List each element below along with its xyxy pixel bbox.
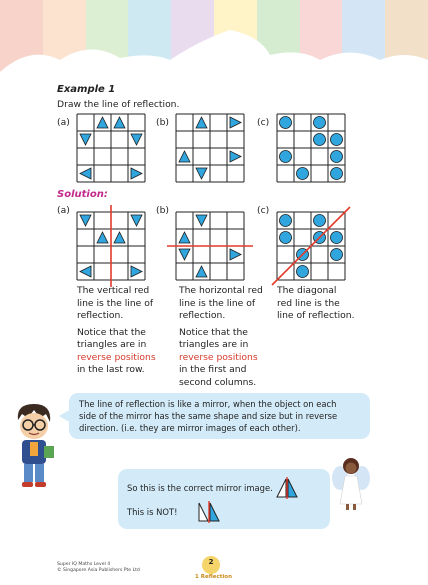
triangle-right-icon xyxy=(131,266,142,277)
circle-icon xyxy=(314,117,326,129)
triangle-up-icon xyxy=(179,151,190,162)
triangle-up-icon xyxy=(97,117,108,128)
circle-icon xyxy=(331,249,343,261)
circle-icon xyxy=(314,215,326,227)
circle-icon xyxy=(331,134,343,146)
circle-icon xyxy=(331,168,343,180)
triangle-down-icon xyxy=(196,168,207,179)
solution-c-text: The diagonal red line is the line of reflection. xyxy=(277,285,355,321)
circle-icon xyxy=(331,151,343,163)
solution-a-text: The vertical red line is the line of reflection. Notice that the triangles are in reverse positions in the last row. xyxy=(77,285,156,375)
example-title: Example 1 xyxy=(57,84,116,95)
triangle-right-icon xyxy=(230,249,241,260)
circle-icon xyxy=(331,232,343,244)
not-mirror-text: This is NOT! xyxy=(127,507,178,517)
solution-label-c: (c) xyxy=(257,205,270,216)
triangle-up-icon xyxy=(114,117,125,128)
fairy-character-illustration xyxy=(332,456,370,512)
triangle-down-icon xyxy=(179,249,190,260)
wrong-mirror-icon xyxy=(197,501,221,523)
correct-mirror-icon xyxy=(275,477,299,499)
mirror-bubble xyxy=(118,469,330,529)
example-label-c: (c) xyxy=(257,117,270,128)
correct-mirror-text: So this is the correct mirror image. xyxy=(127,483,273,493)
note-line-2: side of the mirror has the same shape and size but in reverse xyxy=(79,411,338,421)
chapter-label: 1 Reflection xyxy=(195,574,232,580)
footer-credits: Super IQ Maths Level 4 © Singapore Asia Publishers Pte Ltd xyxy=(57,562,140,573)
triangle-right-icon xyxy=(230,151,241,162)
solution-label-b: (b) xyxy=(156,205,170,216)
triangle-down-icon xyxy=(131,215,142,226)
reverse-positions-b: reverse positions xyxy=(179,351,258,363)
solution-grid-b xyxy=(176,212,254,294)
circle-icon xyxy=(280,215,292,227)
circle-icon xyxy=(280,117,292,129)
triangle-up-icon xyxy=(196,117,207,128)
triangle-right-icon xyxy=(230,117,241,128)
triangle-down-icon xyxy=(80,215,91,226)
solution-label-a: (a) xyxy=(57,205,70,216)
triangle-up-icon xyxy=(179,232,190,243)
triangle-down-icon xyxy=(196,215,207,226)
solution-grid-c xyxy=(277,212,355,294)
triangle-up-icon xyxy=(196,266,207,277)
note-line-3: direction. (i.e. they are mirror images of each other). xyxy=(79,423,301,433)
note-line-1: The line of reflection is like a mirror, when the object on each xyxy=(79,399,337,409)
triangle-up-icon xyxy=(114,232,125,243)
page-number-badge: 2 xyxy=(197,556,225,576)
triangle-up-icon xyxy=(97,232,108,243)
example-grid-a xyxy=(77,114,155,196)
example-instruction: Draw the line of reflection. xyxy=(57,99,180,110)
circle-icon xyxy=(297,168,309,180)
triangle-left-icon xyxy=(80,266,91,277)
solution-title: Solution: xyxy=(57,189,108,200)
solution-b-text: The horizontal red line is the line of reflection. Notice that the triangles are in reverse positions in the first and second columns. xyxy=(179,285,263,388)
circle-icon xyxy=(314,134,326,146)
boy-character-illustration xyxy=(4,400,64,492)
note-bubble xyxy=(69,393,370,439)
solution-grid-a xyxy=(77,212,155,294)
circle-icon xyxy=(280,151,292,163)
triangle-down-icon xyxy=(131,134,142,145)
example-label-b: (b) xyxy=(156,117,170,128)
bubble-tail-icon xyxy=(59,409,71,423)
triangle-right-icon xyxy=(131,168,142,179)
circle-icon xyxy=(280,232,292,244)
header-cloud-edge xyxy=(0,0,428,95)
example-grid-c xyxy=(277,114,355,196)
example-grid-b xyxy=(176,114,254,196)
triangle-down-icon xyxy=(80,134,91,145)
example-label-a: (a) xyxy=(57,117,70,128)
circle-icon xyxy=(297,266,309,278)
reverse-positions-a: reverse positions xyxy=(77,351,156,363)
triangle-left-icon xyxy=(80,168,91,179)
